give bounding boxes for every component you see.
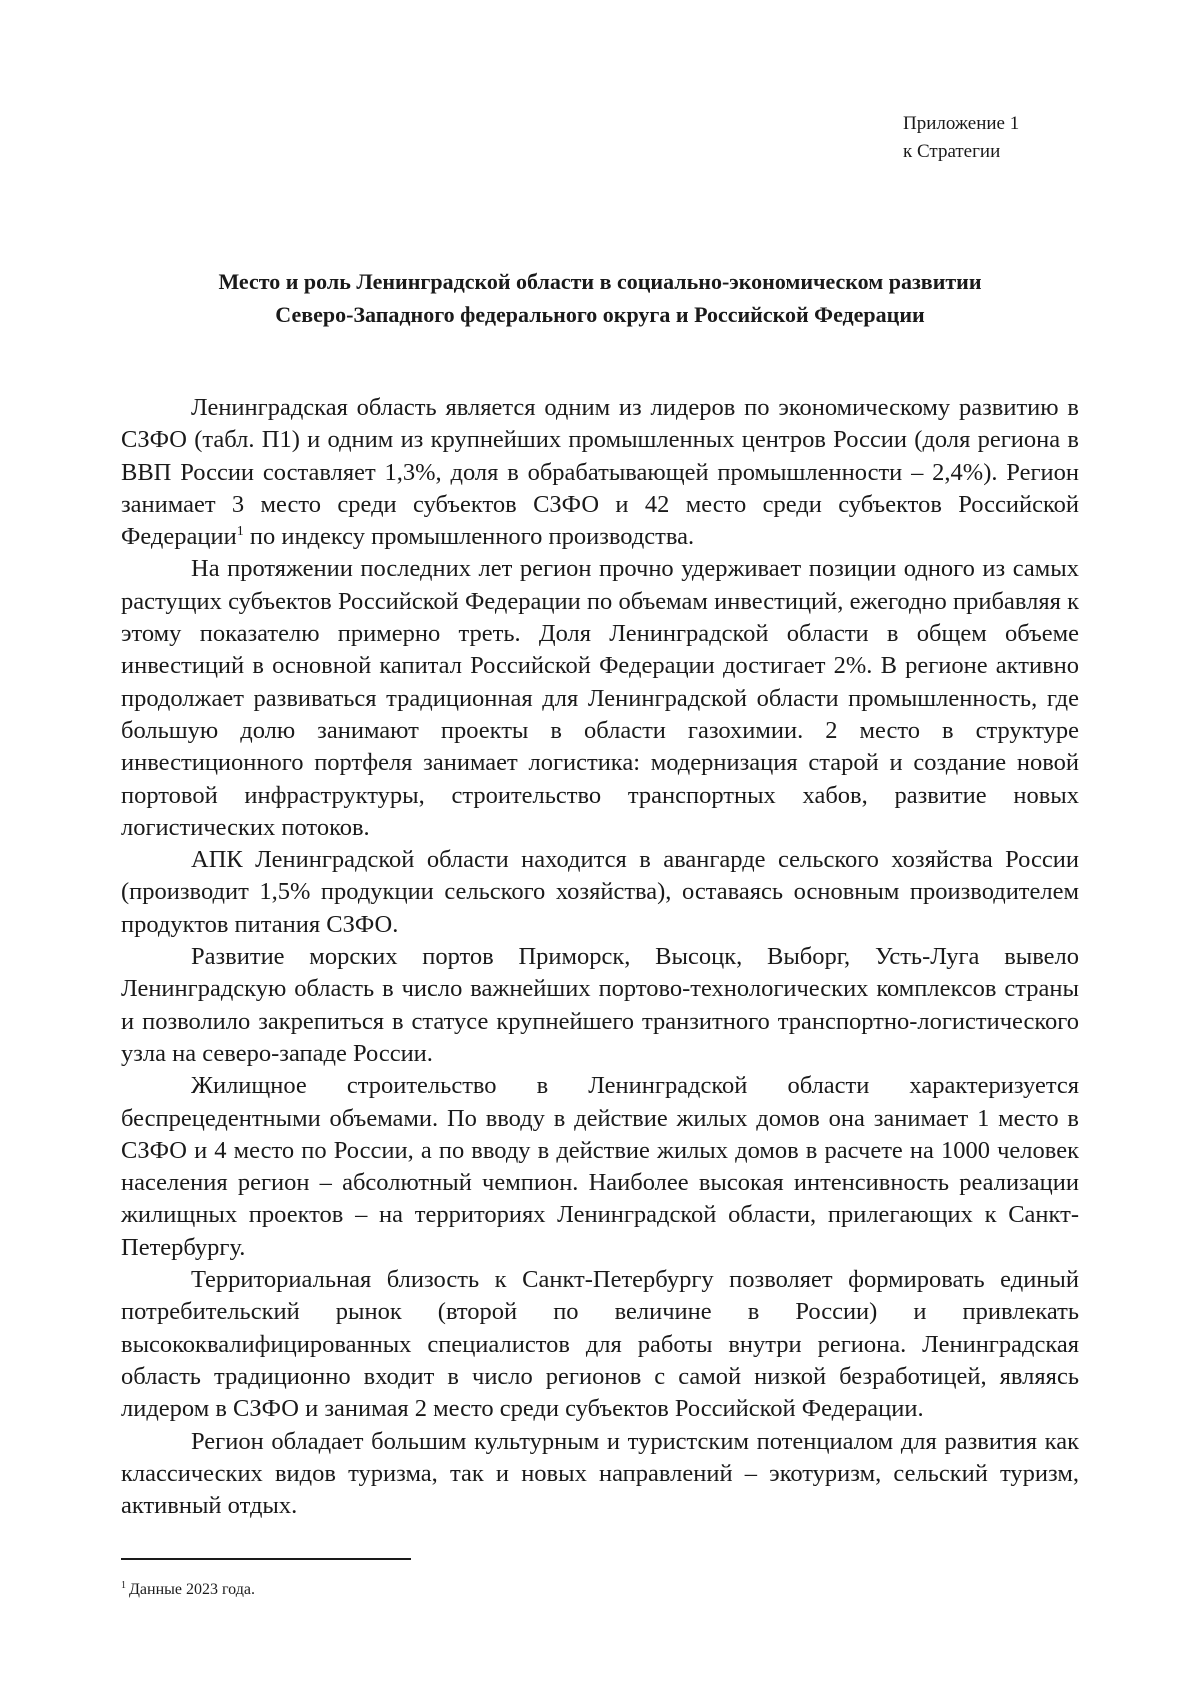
paragraph-5: Жилищное строительство в Ленинградской области характеризуется беспрецедентными объемами. По вводу в действие жилых домов она занимает 1 место в СЗФО и 4 место по России, а по вводу в действие жилых домов в расчете на 1000 человек населения регион – абсолютный чемпион. Наиболее высокая интенсивность реализации жилищных проектов – на территориях Ленинградской области, прилегающих к Санкт-Петербургу. [121,1072,1079,1261]
footnote-text: Данные 2023 года. [129,1581,255,1598]
paragraph-3: АПК Ленинградской области находится в авангарде сельского хозяйства России (производит 1,5% продукции сельского хозяйства), оставаясь основным производителем продуктов питания СЗФО. [121,846,1079,938]
paragraph-2: На протяжении последних лет регион прочно удерживает позиции одного из самых растущих субъектов Российской Федерации по объемам инвестиций, ежегодно прибавляя к этому показателю примерно треть. Доля Ленинградской области в общем объеме инвестиций в основной капитал Российской Федерации достигает 2%. В регионе активно продолжает развиваться традиционная для Ленинградской области промышленность, где большую долю занимают проекты в области газохимии. 2 место в структуре инвестиционного портфеля занимает логистика: модернизация старой и создание новой портовой инфраструктуры, строительство транспортных хабов, развитие новых логистических потоков. [121,555,1079,841]
paragraph-1-text: Ленинградская область является одним из лидеров по экономическому развитию в СЗФО (табл. П1) и одним из крупнейших промышленных центров России (доля региона в ВВП России составляет 1,3%, доля в обрабатывающей промышленности – 2,4%). Регион занимает 3 место среди субъектов СЗФО и 42 место среди субъектов Российской Федерации [121,394,1079,551]
paragraph-7: Регион обладает большим культурным и туристским потенциалом для развития как классических видов туризма, так и новых направлений – экотуризм, сельский туризм, активный отдых. [121,1427,1079,1520]
footnote-marker: 1 [121,1579,126,1591]
document-title-line-1: Место и роль Ленинградской области в социально-экономическом развитии [218,269,982,294]
document-title-line-2: Северо-Западного федерального округа и Российской Федерации [275,302,925,327]
document-title [120,265,1080,331]
paragraph-1-text-cont: по индексу промышленного производства. [243,523,695,551]
footnote-reference: 1 [236,524,244,540]
paragraph-6: Территориальная близость к Санкт-Петербургу позволяет формировать единый потребительский рынок (второй по величине в России) и привлекать высококвалифицированных специалистов для работы внутри региона. Ленинградская область традиционно входит в число регионов с самой низкой безработицей, являясь лидером в СЗФО и занимая 2 место среди субъектов Российской Федерации. [121,1266,1079,1423]
appendix-line-2: к Стратегии [903,141,1001,162]
footnote-divider [121,1558,411,1560]
body-text [121,392,1079,1522]
paragraph-1 [121,392,1079,553]
appendix-line-1: Приложение 1 [903,113,1020,134]
appendix-header [903,110,1019,166]
footnote [121,1579,255,1601]
paragraph-4: Развитие морских портов Приморск, Высоцк, Выборг, Усть-Луга вывело Ленинградскую область в число важнейших портово-технологических комплексов страны и позволило закрепиться в статусе крупнейшего транзитного транспортно-логистического узла на северо-западе России. [121,943,1079,1067]
